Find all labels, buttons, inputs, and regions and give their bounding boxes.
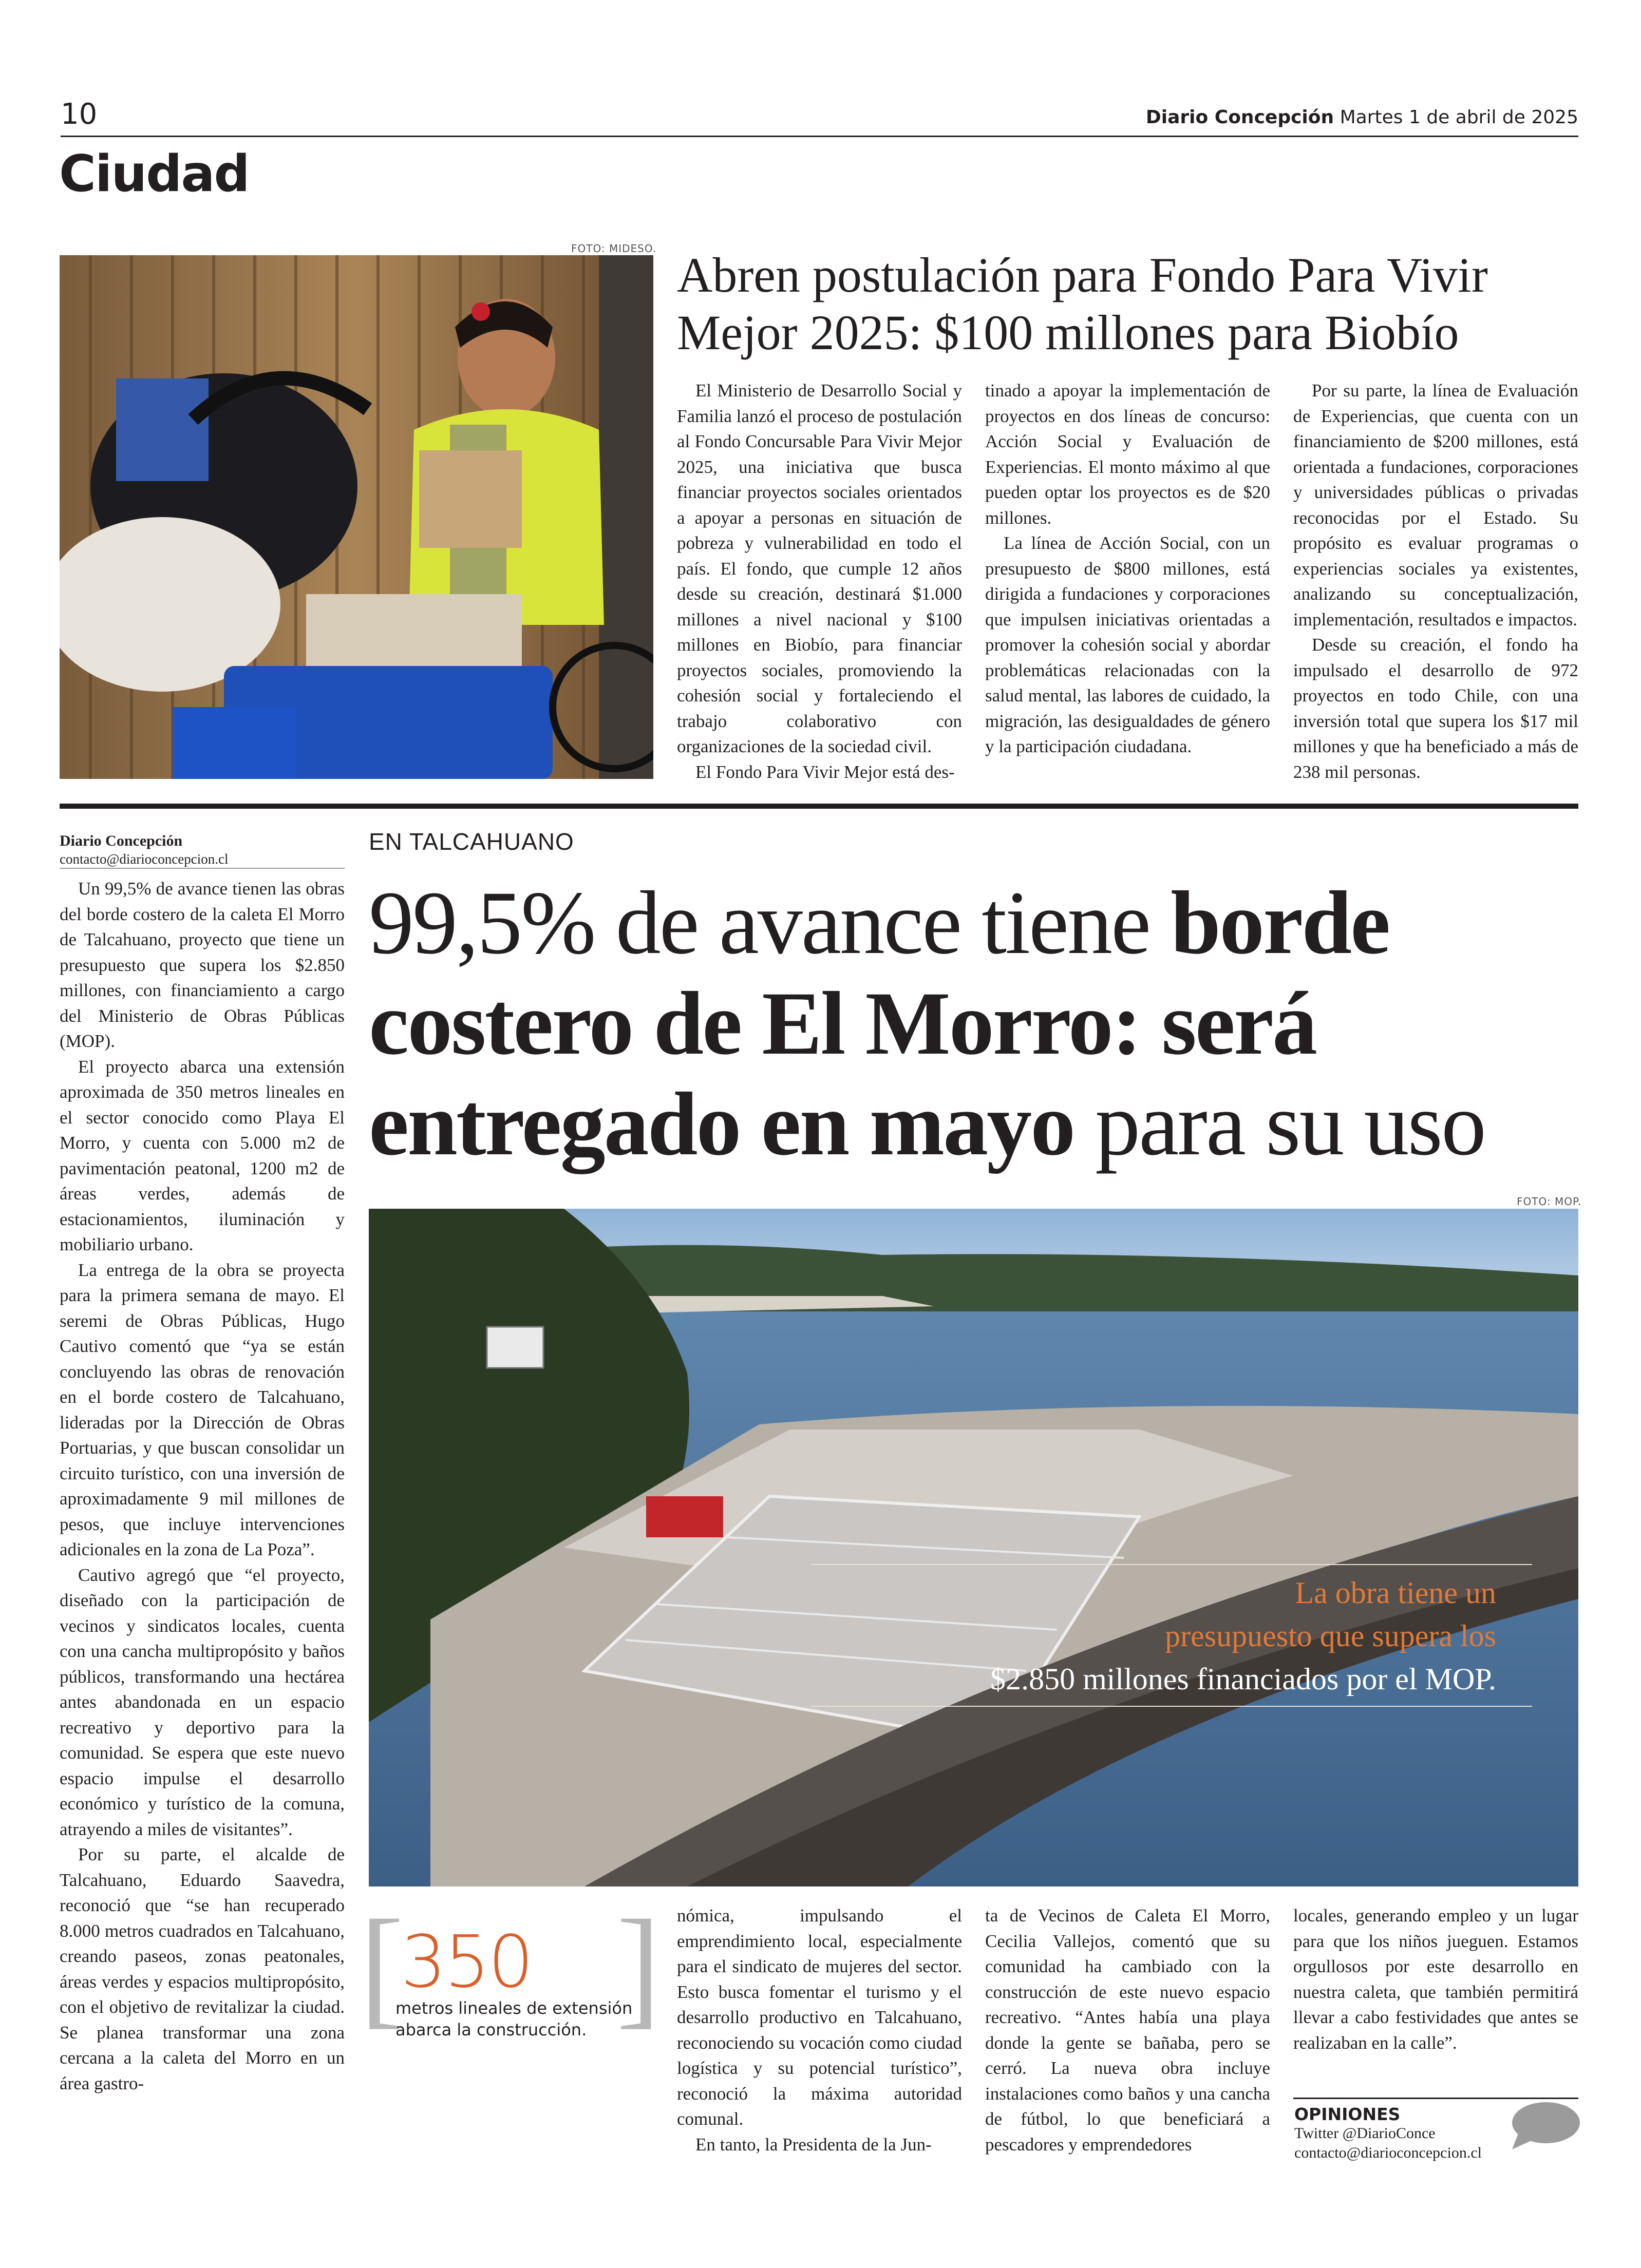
- paragraph: Por su parte, el alcalde de Talcahuano, Eduardo Saavedra, reconoció que “se han recuperado 8.000 metros cuadrados en Talcahuano, creando paseos, zonas peatonales, áreas verdes y espacios multipropósito, con el objetivo de revitalizar la ciudad. Se planea transformar una zona cercana a la caleta del Morro en un área gastro-: [60, 1844, 345, 2093]
- paragraph: El proyecto abarca una extensión aproximada de 350 metros lineales en el sector conocido como Playa El Morro, y cuenta con 5.000 m2 de pavimentación peatonal, 1200 m2 de áreas verdes, además de estacionamientos, iluminación y mobiliario urbano.: [60, 1056, 345, 1254]
- header-rule: [61, 136, 1578, 137]
- paragraph: Desde su creación, el fondo ha impulsado el desarrollo de 972 proyectos en todo Chile, con una inversión total que supera los $17 mil millones y que ha beneficiado a más de 238 mil personas.: [1293, 635, 1578, 782]
- article1-col-1: [677, 378, 962, 785]
- speech-bubble-icon: [1509, 2100, 1581, 2151]
- byline: [60, 832, 345, 868]
- page-number: 10: [61, 98, 98, 131]
- paragraph: El Fondo Para Vivir Mejor está des-: [695, 761, 955, 782]
- article1-headline: Abren postulación para Fondo Para Vivir Mejor 2025: $100 millones para Biobío: [677, 247, 1488, 360]
- section-title: Ciudad: [59, 145, 249, 203]
- photo-credit-2: FOTO: MOP.: [1517, 1195, 1582, 1208]
- recycler-photo-illustration: [60, 255, 653, 779]
- masthead: [1146, 107, 1578, 128]
- paragraph: El Ministerio de Desarrollo Social y Familia lanzó el proceso de postulación al Fondo Concursable Para Vivir Mejor 2025, una iniciativa que busca financiar proyectos sociales orientados a apoyar a personas en situación de pobreza y vulnerabilidad en todo el país. El fondo, que cumple 12 años desde su creación, destinará $1.000 millones a nivel nacional y $100 millones en Biobío, para financiar proyectos sociales, promoviendo la cohesión social y fortaleciendo el trabajo colaborativo con organizaciones de la sociedad civil.: [677, 380, 962, 756]
- headline-part: 99,5% de avance tiene: [369, 873, 1171, 973]
- headline-part-bold: borde: [1171, 873, 1389, 973]
- headline-part-bold: entregado en mayo: [369, 1074, 1074, 1174]
- byline-name: Diario Concepción: [60, 832, 183, 849]
- photo-quote-line: presupuesto que supera los: [1165, 1619, 1496, 1653]
- paragraph: Un 99,5% de avance tienen las obras del borde costero de la caleta El Morro de Talcahuano, proyecto que tiene un presupuesto que supera los $2.850 millones, con financiamiento a cargo del Ministerio de Obras Públicas (MOP).: [60, 879, 345, 1051]
- paragraph: La entrega de la obra se proyecta para la primera semana de mayo. El seremi de Obras Públicas, Hugo Cautivo comentó que “ya se están concluyendo las obras de renovación en el borde costero de Talcahuano, lideradas por la Dirección de Obras Portuarias, y que buscan consolidar un circuito turístico, con una inversión de aproximadamente 9 mil millones de pesos, que incluye intervenciones adicionales en la zona de La Poza”.: [60, 1260, 345, 1559]
- opinions-rule: [1293, 2098, 1578, 2099]
- opinions-email: contacto@diarioconcepcion.cl: [1294, 2144, 1482, 2161]
- article2-photo: [369, 1209, 1578, 1886]
- opinions-twitter: Twitter @DiarioConce: [1294, 2125, 1436, 2142]
- article1-photo: [60, 255, 653, 779]
- article2-col-2: [677, 1903, 962, 2157]
- article1-col-2: [985, 378, 1270, 759]
- paragraph: locales, generando empleo y un lugar para que los niños jueguen. Estamos orgullosos por este desarrollo en nuestra caleta, que también permitirá llevar a cabo festividades que antes se realizaban en la calle”.: [1293, 1905, 1578, 2053]
- photo-credit-1: FOTO: MIDESO.: [571, 242, 657, 255]
- opinions-title: OPINIONES: [1294, 2104, 1401, 2124]
- paragraph: tinado a apoyar la implementación de proyectos en dos líneas de concurso: Acción Social y Evaluación de Experiencias. El monto máximo al que pueden optar los proyectos es de $20 millones.: [985, 380, 1270, 528]
- article1-col-3: [1293, 378, 1578, 785]
- photo-quote-line: $2.850 millones financiados por el MOP.: [990, 1662, 1496, 1696]
- bracket-right: ]: [616, 1893, 661, 2041]
- byline-rule: [60, 868, 345, 869]
- byline-email: contacto@diarioconcepcion.cl: [60, 851, 229, 867]
- paragraph: Por su parte, la línea de Evaluación de Experiencias, que cuenta con un financiamiento de $200 millones, está orientada a fundaciones, corporaciones y universidades públicas o privadas reconocidas por el Estado. Su propósito es evaluar programas o experiencias sociales ya existentes, analizando su conceptualización, implementación, resultados e impactos.: [1293, 380, 1578, 630]
- photo-quote: [990, 1571, 1496, 1701]
- paragraph: ta de Vecinos de Caleta El Morro, Cecilia Vallejos, comentó que su comunidad ha cambiado con la construcción de este nuevo espacio recreativo. “Antes había una playa donde la gente se bañaba, pero se cerró. La nueva obra incluye instalaciones como baños y una cancha de fútbol, lo que beneficiará a pescadores y emprendedores: [985, 1905, 1270, 2155]
- paragraph: En tanto, la Presidenta de la Jun-: [695, 2134, 932, 2155]
- article2-col-1: [60, 876, 345, 2096]
- newspaper-name: Diario Concepción: [1145, 107, 1334, 128]
- waterfront-photo-illustration: [369, 1209, 1578, 1886]
- paragraph: nómica, impulsando el emprendimiento local, especialmente para el sindicato de mujeres del sector. Esto busca fomentar el turismo y el desarrollo productivo en Talcahuano, reconociendo su vocación como ciudad logística y su potencial turístico”, reconoció la máxima autoridad comunal.: [677, 1905, 962, 2129]
- headline-part-bold: costero de El Morro: será: [369, 974, 1316, 1074]
- article2-col-4: [1293, 1903, 1578, 2055]
- quote-rule-bottom: [810, 1706, 1532, 1707]
- paragraph: La línea de Acción Social, con un presupuesto de $800 millones, está dirigida a fundaciones y corporaciones que impulsen iniciativas orientadas a promover la cohesión social y abordar problemáticas relacionadas con la salud mental, las labores de cuidado, la migración, las desigualdades de género y la participación ciudadana.: [985, 533, 1270, 756]
- headline-part: para su uso: [1074, 1074, 1485, 1174]
- kicker: EN TALCAHUANO: [369, 828, 574, 855]
- stat-value: 350: [401, 1920, 532, 2004]
- article2-headline: [369, 873, 1591, 1175]
- article-divider: [60, 804, 1578, 809]
- bracket-left: [: [360, 1893, 404, 2041]
- photo-quote-line: La obra tiene un: [1295, 1576, 1496, 1610]
- stat-label: metros lineales de extensión abarca la construcción.: [395, 1998, 633, 2040]
- issue-date: Martes 1 de abril de 2025: [1340, 107, 1578, 128]
- article2-col-3: [985, 1903, 1270, 2157]
- quote-rule-top: [810, 1564, 1532, 1565]
- paragraph: Cautivo agregó que “el proyecto, diseñado con la participación de vecinos y sindicatos locales, cuenta con una cancha multipropósito y baños públicos, transformando una hectárea antes abandonada en un espacio recreativo y deportivo para la comunidad. Se espera que este nuevo espacio impulse el desarrollo económico y turístico de la comuna, atrayendo a miles de visitantes”.: [60, 1565, 345, 1839]
